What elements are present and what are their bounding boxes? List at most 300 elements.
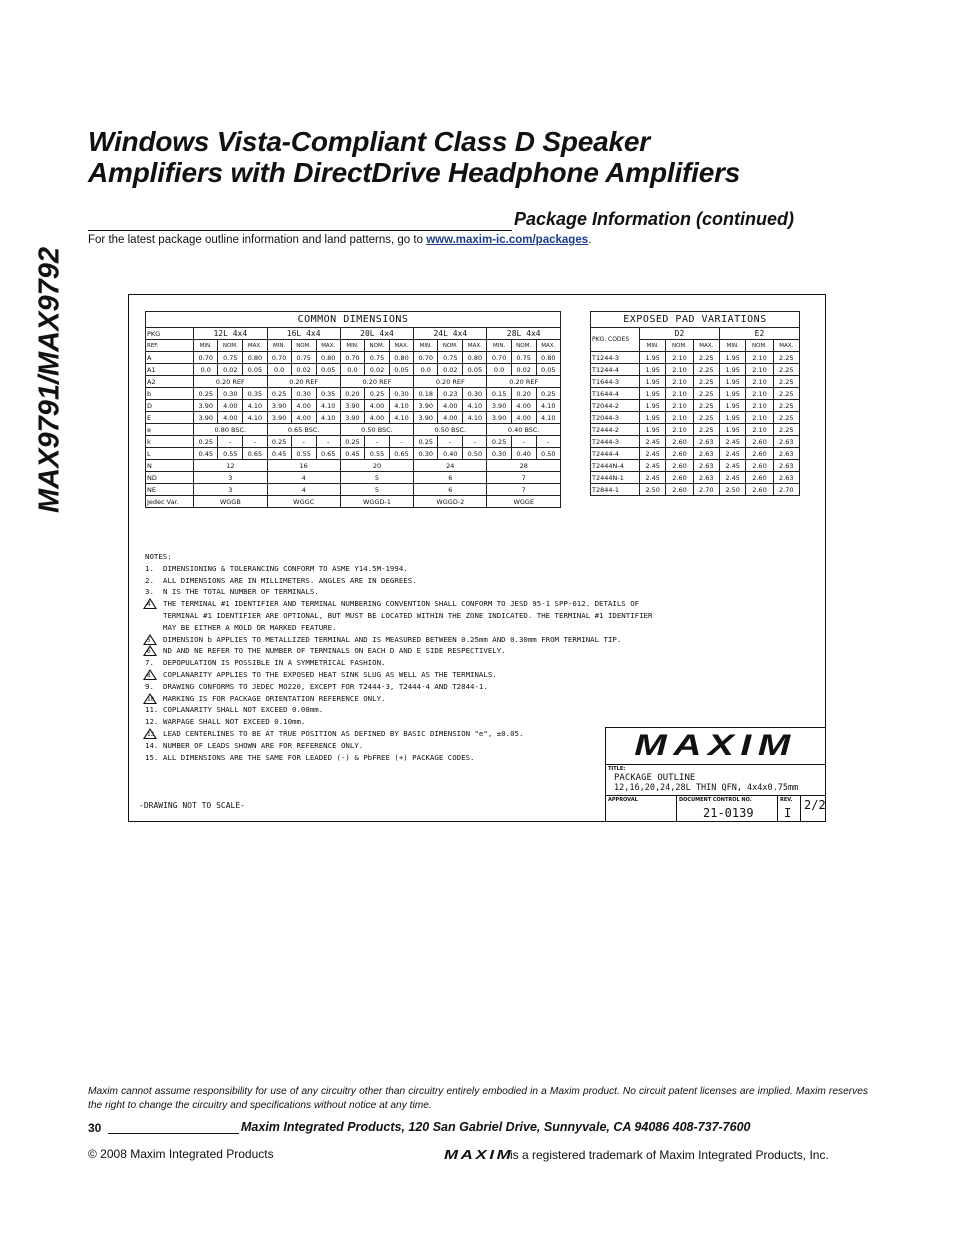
table-cell: 2.25 [693,364,719,376]
note-number: 7. [145,658,154,668]
table-title-row [591,312,800,328]
table-cell: 2.63 [693,460,719,472]
note-number: 14. [145,740,159,750]
table-cell: 0.50 [536,448,560,460]
table-cell: 2.60 [666,460,693,472]
table-cell: 2.25 [773,376,799,388]
note-line [145,728,652,740]
notes-section [145,551,652,763]
table-cell: 4.00 [438,400,463,412]
table-cell: 0.30 [218,388,243,400]
table-cell: 0.05 [316,364,340,376]
section-rule [88,230,512,231]
intro-text-body: For the latest package outline information and land patterns, go to [88,234,427,246]
table-cell: 2.60 [746,448,773,460]
table-cell: 0.02 [365,364,390,376]
group-header: E2 [719,328,799,340]
note-number [145,622,163,634]
table-cell: 0.45 [340,448,364,460]
table-cell: WGGC [267,496,340,508]
trademark-notice [444,1147,829,1162]
table-cell: 0.02 [291,364,316,376]
table-row [146,376,561,388]
common-dimensions-table [145,311,561,508]
sub-header: MAX. [773,340,799,352]
sub-header: MIN. [267,340,291,352]
note-line [145,657,652,669]
note-line [145,693,652,705]
table-group-row [146,328,561,340]
table-cell: 2.10 [666,388,693,400]
title-block [605,727,825,822]
ref-label: REF. [146,340,194,352]
table-row [146,400,561,412]
table-cell: 4.00 [438,412,463,424]
table-cell: 1.95 [640,424,666,436]
table-cell: 0.25 [487,436,511,448]
pkg-code-cell: T2444N-4 [591,460,640,472]
note-text: ALL DIMENSIONS ARE THE SAME FOR LEADED (-) & PbFREE (+) PACKAGE CODES. [163,752,475,762]
table-cell: 3.90 [267,400,291,412]
table-cell: 0.20 REF [340,376,413,388]
table-cell: 5 [340,484,413,496]
table-cell: 2.50 [640,484,666,496]
table-cell: 0.75 [438,352,463,364]
table-cell: 4.10 [463,400,487,412]
ref-cell: k [146,436,194,448]
doc-control-number: 21-0139 [703,806,754,820]
table-cell: 0.35 [243,388,267,400]
table-cell: 0.20 REF [414,376,487,388]
exposed-pad-table [590,311,800,496]
pkg-codes-label: PKG. CODES [591,328,640,352]
note-text: ND AND NE REFER TO THE NUMBER OF TERMINALS ON EACH D AND E SIDE RESPECTIVELY. [163,646,506,656]
page-number: 30 [88,1121,102,1135]
table-cell: 2.10 [746,412,773,424]
table-cell: 0.05 [243,364,267,376]
table-cell: 6 [414,484,487,496]
table-cell: 2.45 [719,460,745,472]
table-cell: 4 [267,472,340,484]
table-cell: 2.25 [693,412,719,424]
table-cell: 2.45 [640,472,666,484]
table-cell: 0.20 [340,388,364,400]
table-cell: 2.60 [746,460,773,472]
sub-header: MIN. [194,340,218,352]
sub-header: NOM. [218,340,243,352]
group-header: 20L 4x4 [340,328,413,340]
table-title-row [146,312,561,328]
table-cell: 1.95 [640,352,666,364]
ref-cell: L [146,448,194,460]
table-cell: 3.90 [194,412,218,424]
table-cell: 0.75 [291,352,316,364]
table-cell: 4.10 [536,400,560,412]
table-cell: 4.00 [218,412,243,424]
table-row [146,460,561,472]
table-cell: 3 [194,472,267,484]
table-cell: 16 [267,460,340,472]
table-cell: 2.60 [746,436,773,448]
table-sub-row [146,340,561,352]
table-cell: 2.10 [666,376,693,388]
table-cell: 0.45 [194,448,218,460]
ref-cell: Jedec Var. [146,496,194,508]
group-header: 28L 4x4 [487,328,561,340]
table-cell: 2.25 [693,352,719,364]
table-row [591,448,800,460]
table-cell: 1.95 [719,352,745,364]
table-cell: 0.70 [340,352,364,364]
sub-header: NOM. [365,340,390,352]
table-cell: 3.90 [487,400,511,412]
side-part-number-text: MAX9791/MAX9792 [33,247,66,513]
table-cell: WGGB [194,496,267,508]
note-text: COPLANARITY SHALL NOT EXCEED 0.08mm. [163,705,324,715]
sub-header: MAX. [536,340,560,352]
table-cell: 0.50 [463,448,487,460]
packages-link[interactable]: www.maxim-ic.com/packages [426,234,589,246]
note-line [145,634,652,646]
table-row [591,424,800,436]
sub-header: NOM. [746,340,773,352]
table-cell: 0.80 [463,352,487,364]
table-cell: 2.50 [719,484,745,496]
table-cell: - [463,436,487,448]
table-cell: - [243,436,267,448]
pkg-code-cell: T1244-3 [591,352,640,364]
table-cell: 2.60 [666,436,693,448]
page-title-line2: Amplifiers with DirectDrive Headphone Amplifiers [88,157,741,188]
table-cell: 0.65 BSC. [267,424,340,436]
table-cell: 0.23 [438,388,463,400]
table-cell: 2.60 [666,448,693,460]
table-cell: 2.60 [746,484,773,496]
note-line [145,610,652,622]
sub-header: MAX. [316,340,340,352]
table-cell: 3.90 [194,400,218,412]
table-cell: 0.15 [487,388,511,400]
table-cell: 0.40 [511,448,536,460]
table-row [591,472,800,484]
table-cell: 2.10 [666,352,693,364]
note-number: 9. [145,681,154,691]
rev-value: I [784,806,792,820]
table-cell: 2.25 [773,364,799,376]
table-cell: 0.20 [511,388,536,400]
table-cell: 3.90 [487,412,511,424]
table-cell: - [389,436,413,448]
sub-header: NOM. [511,340,536,352]
note-text: THE TERMINAL #1 IDENTIFIER AND TERMINAL NUMBERING CONVENTION SHALL CONFORM TO JESD 95-1 SPP-012. DETAILS OF [163,599,640,609]
table-row [591,388,800,400]
note-number-text: 8 [147,671,151,679]
table-cell: - [365,436,390,448]
table-row [591,436,800,448]
note-text: LEAD CENTERLINES TO BE AT TRUE POSITION AS DEFINED BY BASIC DIMENSION "e", ±0.05. [163,728,524,738]
group-header: D2 [640,328,720,340]
table-cell: 0.30 [463,388,487,400]
note-text: DRAWING CONFORMS TO JEDEC MO220, EXCEPT FOR T2444-3, T2444-4 AND T2844-1. [163,681,488,691]
copyright: © 2008 Maxim Integrated Products [88,1147,274,1161]
note-number [145,645,163,657]
table-cell: 0.05 [463,364,487,376]
table-cell: 4.10 [316,412,340,424]
table-row [591,484,800,496]
sub-header: MAX. [463,340,487,352]
table-cell: 0.70 [414,352,438,364]
table-cell: 2.63 [693,472,719,484]
table-row [591,352,800,364]
sub-header: MAX. [693,340,719,352]
note-line [145,575,652,587]
note-line [145,716,652,728]
pkg-code-cell: T2044-3 [591,412,640,424]
table-cell: 0.40 BSC. [487,424,561,436]
note-number-text: 4 [147,601,151,609]
pkg-code-cell: T2044-2 [591,400,640,412]
doc-control-label: DOCUMENT CONTROL NO. [679,797,752,803]
table-cell: 2.60 [666,472,693,484]
table-cell: 4.00 [291,400,316,412]
table-cell: 2.45 [719,436,745,448]
table-cell: 2.25 [773,424,799,436]
table-cell: 4.10 [316,400,340,412]
table-row [146,388,561,400]
table-cell: - [316,436,340,448]
note-number [145,610,163,622]
group-header: 16L 4x4 [267,328,340,340]
notes-heading: NOTES: [145,552,172,561]
ref-cell: A1 [146,364,194,376]
group-header: 24L 4x4 [414,328,487,340]
title-label: TITLE: [608,766,626,772]
table-cell: - [511,436,536,448]
table-cell: 0.25 [340,436,364,448]
table-cell: 4.10 [389,400,413,412]
maxim-trademark-logo: MAXIM [444,1147,514,1162]
note-text: NUMBER OF LEADS SHOWN ARE FOR REFERENCE ONLY. [163,740,364,750]
table-cell: 7 [487,472,561,484]
pkg-code-cell: T2844-1 [591,484,640,496]
table-cell: 2.63 [773,472,799,484]
note-number [145,669,163,681]
table-row [146,352,561,364]
table-cell: 2.70 [693,484,719,496]
table-cell: 1.95 [640,376,666,388]
table-cell: WGGD-1 [340,496,413,508]
table-cell: 0.55 [365,448,390,460]
table-cell: 12 [194,460,267,472]
table-cell: 2.63 [773,448,799,460]
ref-cell: NE [146,484,194,496]
table-cell: 2.25 [693,388,719,400]
note-text: TERMINAL #1 IDENTIFIER ARE OPTIONAL, BUT MUST BE LOCATED WITHIN THE ZONE INDICATED. THE TERMINAL #1 IDENTIFIER [163,610,653,620]
approval-cell [606,796,677,822]
table-cell: 0.65 [316,448,340,460]
table-cell: 0.0 [194,364,218,376]
table-cell: 4.10 [536,412,560,424]
table-row [146,424,561,436]
table-cell: 0.55 [291,448,316,460]
rev-label: REV. [780,797,793,803]
table-cell: 0.0 [340,364,364,376]
title-block-title [606,765,825,796]
table-row [146,496,561,508]
note-number: 3. [145,587,154,597]
sub-header: NOM. [291,340,316,352]
table-cell: 0.65 [243,448,267,460]
table-row [591,364,800,376]
company-address: Maxim Integrated Products, 120 San Gabriel Drive, Sunnyvale, CA 94086 408-737-7600 [241,1120,751,1134]
note-text: WARPAGE SHALL NOT EXCEED 0.10mm. [163,717,306,727]
table-cell: 2.10 [746,352,773,364]
table-cell: 0.0 [267,364,291,376]
note-number [145,598,163,610]
table-cell: 2.63 [773,436,799,448]
pkg-code-cell: T1644-3 [591,376,640,388]
table-row [591,376,800,388]
table-cell: 0.02 [438,364,463,376]
table-cell: 2.10 [666,412,693,424]
table-cell: 1.95 [640,400,666,412]
table-row [591,400,800,412]
table-cell: 0.0 [414,364,438,376]
table-cell: 0.80 [316,352,340,364]
table-cell: 4.00 [511,412,536,424]
table-cell: 0.35 [316,388,340,400]
table-cell: 0.25 [267,436,291,448]
table-cell: 2.45 [640,460,666,472]
table-group-row [591,328,800,340]
note-line [145,681,652,693]
table-cell: 0.20 REF [194,376,267,388]
table-cell: - [291,436,316,448]
not-to-scale-label: -DRAWING NOT TO SCALE- [139,801,245,810]
ref-cell: D [146,400,194,412]
note-line [145,586,652,598]
pkg-code-cell: T2444-2 [591,424,640,436]
ref-cell: ND [146,472,194,484]
table-cell: 2.25 [773,400,799,412]
table-cell: 3.90 [414,400,438,412]
table-cell: 2.10 [746,388,773,400]
ref-cell: b [146,388,194,400]
table-cell: 2.25 [773,352,799,364]
table-cell: 0.20 REF [267,376,340,388]
table-cell: 3.90 [340,400,364,412]
pkg-code-cell: T1244-4 [591,364,640,376]
table-cell: 1.95 [719,412,745,424]
table-cell: 0.30 [487,448,511,460]
note-line [145,645,652,657]
table-cell: 0.30 [414,448,438,460]
table-cell: 2.60 [666,484,693,496]
exposed-pad-title: EXPOSED PAD VARIATIONS [591,312,800,328]
table-cell: 4.00 [291,412,316,424]
pkg-code-cell: T2444-3 [591,436,640,448]
note-number: 11. [145,705,159,715]
table-cell: 4.10 [389,412,413,424]
table-cell: 2.10 [746,376,773,388]
table-cell: WGGE [487,496,561,508]
table-cell: 0.25 [194,388,218,400]
table-cell: 0.25 [414,436,438,448]
note-text: COPLANARITY APPLIES TO THE EXPOSED HEAT SINK SLUG AS WELL AS THE TERMINALS. [163,669,497,679]
note-line [145,740,652,752]
note-line [145,622,652,634]
table-cell: 2.45 [640,436,666,448]
table-cell: 2.60 [746,472,773,484]
table-cell: 3.90 [267,412,291,424]
table-cell: 4.10 [243,400,267,412]
table-cell: - [438,436,463,448]
table-cell: 1.95 [719,424,745,436]
note-number [145,634,163,646]
pkg-label: PKG [146,328,194,340]
table-cell: 4.10 [243,412,267,424]
pkg-code-cell: T1644-4 [591,388,640,400]
approval-label: APPROVAL [608,797,638,803]
pkg-code-cell: T2444N-1 [591,472,640,484]
table-cell: 2.10 [666,364,693,376]
table-cell: 2.10 [666,400,693,412]
pkg-code-cell: T2444-4 [591,448,640,460]
table-cell: 6 [414,472,487,484]
side-part-number [32,210,68,550]
table-cell: 4.00 [511,400,536,412]
table-cell: 2.25 [693,400,719,412]
table-cell: 4.10 [463,412,487,424]
note-text: N IS THE TOTAL NUMBER OF TERMINALS. [163,587,319,597]
table-cell: 0.18 [414,388,438,400]
table-cell: WGGD-2 [414,496,487,508]
table-cell: 0.55 [218,448,243,460]
table-row [146,412,561,424]
table-cell: 0.05 [389,364,413,376]
rev-cell [778,796,801,822]
sub-header: MIN. [719,340,745,352]
note-number-text: 10 [147,695,155,703]
note-number: 12. [145,717,159,727]
table-cell: 1.95 [640,388,666,400]
table-cell: 2.63 [773,460,799,472]
table-cell: 0.75 [218,352,243,364]
section-heading: Package Information (continued) [514,209,795,229]
note-number-text: 6 [147,648,151,656]
table-cell: 0.0 [487,364,511,376]
note-number: 15. [145,752,159,762]
package-drawing [128,294,826,822]
table-cell: 1.95 [640,412,666,424]
table-cell: 0.25 [267,388,291,400]
table-cell: 0.65 [389,448,413,460]
table-cell: - [536,436,560,448]
note-text: MAY BE EITHER A MOLD OR MARKED FEATURE. [163,622,337,632]
note-text: MARKING IS FOR PACKAGE ORIENTATION REFERENCE ONLY. [163,693,386,703]
table-cell: 2.10 [746,424,773,436]
table-cell: 0.70 [194,352,218,364]
table-cell: 1.95 [719,376,745,388]
table-cell: 2.10 [666,424,693,436]
common-dims-title: COMMON DIMENSIONS [146,312,561,328]
table-row [591,412,800,424]
table-cell: 0.02 [511,364,536,376]
table-cell: 0.80 [243,352,267,364]
table-cell: 2.63 [693,448,719,460]
table-cell: 0.80 BSC. [194,424,267,436]
table-row [146,364,561,376]
